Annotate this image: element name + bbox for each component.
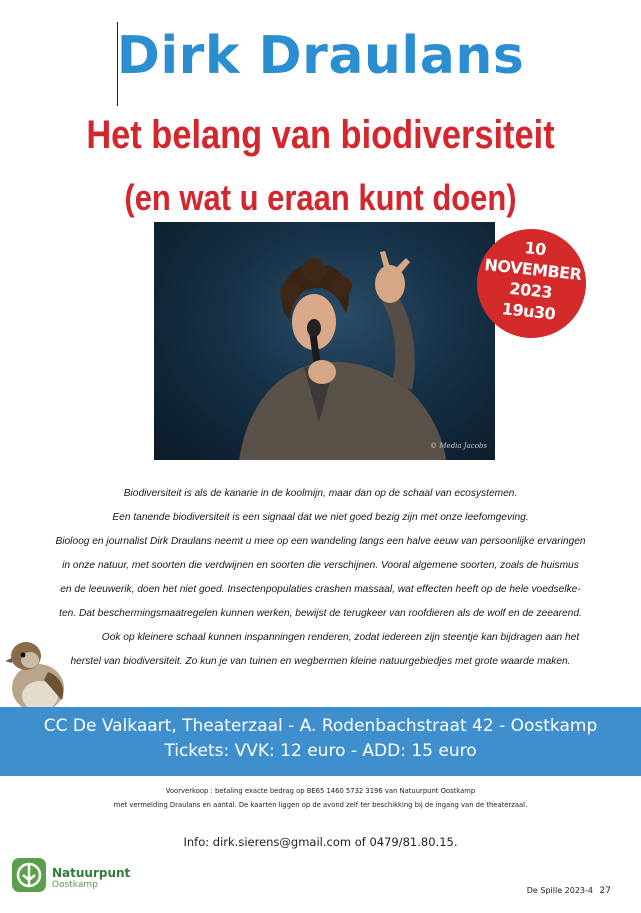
description-line: herstel van biodiversiteit. Zo kun je van tuinen en wegbermen kleine natuurgebiedjes met grote waarde maken. bbox=[70, 656, 571, 667]
photo-credit: © Media Jacobs bbox=[430, 442, 487, 450]
venue-ticket-band bbox=[0, 707, 641, 776]
description-line: Ook op kleinere schaal kunnen inspanningen renderen, zodat iedereen zijn steentje kan bijdragen aan het bbox=[101, 632, 580, 643]
description-line: ten. Dat beschermingsmaatregelen kunnen werken, bewijst de terugkeer van roofdieren als de wolf en de zeearend. bbox=[59, 608, 582, 619]
presale-info bbox=[0, 784, 641, 812]
description-line: in onze natuur, met soorten die verdwijnen en soorten die verschijnen. Vooral algemene soorten, zoals de huismus bbox=[62, 560, 579, 571]
lecture-subtitle: (en wat u eraan kunt doen) bbox=[124, 177, 517, 218]
description-line: Biodiversiteit is als de kanarie in de koolmijn, maar dan op de schaal van ecosystemen. bbox=[123, 488, 518, 499]
natuurpunt-logo bbox=[12, 858, 162, 898]
speaker-photo bbox=[154, 222, 495, 460]
date-month: NOVEMBER bbox=[483, 255, 583, 285]
speaker-illustration bbox=[154, 222, 495, 460]
presale-line-1: Voorverkoop : betaling exacte bedrag op BE65 1460 5732 3196 van Natuurpunt Oostkamp bbox=[165, 787, 476, 795]
venue-line: CC De Valkaart, Theaterzaal - A. Rodenbachstraat 42 - Oostkamp bbox=[43, 716, 598, 736]
presale-line-2: met vermelding Draulans en aantal. De kaarten liggen op de avond zelf ter beschikking bij de ingang van de theaterzaal. bbox=[113, 801, 528, 809]
ticket-price-line: Tickets: VVK: 12 euro - ADD: 15 euro bbox=[164, 741, 477, 761]
natuurpunt-logo-icon bbox=[12, 858, 46, 892]
logo-name: Natuurpunt bbox=[52, 866, 131, 880]
date-year: 2023 bbox=[508, 278, 553, 303]
date-day: 10 bbox=[523, 238, 547, 260]
page-footer bbox=[527, 886, 611, 896]
lecture-title: Het belang van biodiversiteit bbox=[86, 113, 555, 157]
speaker-name: Dirk Draulans bbox=[116, 26, 525, 86]
logo-subtitle: Oostkamp bbox=[52, 880, 98, 890]
description-line: en de leeuwerik, doen het niet goed. Insectenpopulaties crashen massaal, wat effecten heeft op de hele voedselke- bbox=[60, 584, 581, 595]
description-text bbox=[30, 482, 611, 674]
description-line: Bioloog en journalist Dirk Draulans neemt u mee op een wandeling langs een halve eeuw van persoonlijke ervaringen bbox=[55, 536, 586, 547]
page-number: 27 bbox=[599, 886, 611, 896]
publication-name: De Spille 2023-4 bbox=[526, 886, 593, 895]
contact-info: Info: dirk.sierens@gmail.com of 0479/81.80.15. bbox=[183, 835, 458, 849]
description-line: Een tanende biodiversiteit is een signaal dat we niet goed bezig zijn met onze leefomgeving. bbox=[112, 512, 529, 523]
date-time: 19u30 bbox=[501, 299, 557, 324]
